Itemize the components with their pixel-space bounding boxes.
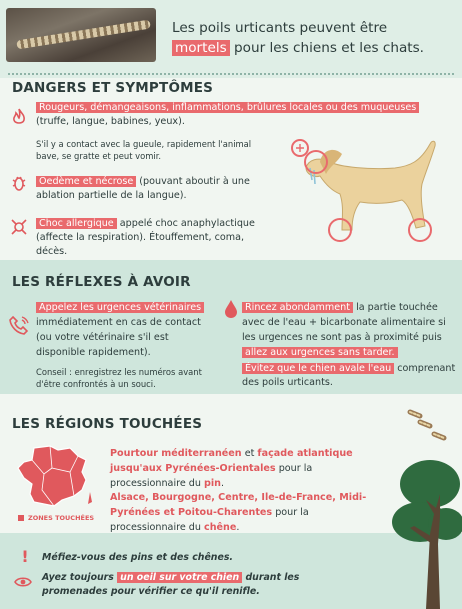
reflex-avoid-water: Évitez que le chien avale l'eau comprenant des poils urticants. <box>242 363 456 388</box>
france-map <box>12 444 96 508</box>
caterpillar-photo <box>6 8 156 62</box>
regions-pine: Pourtour méditerranéen et façade atlantique jusqu'aux Pyrénées-Orientales pour la processionnaire du pin. <box>110 448 353 489</box>
reflex-rinse: Rincez abondamment la partie touchée avec de l'eau + bicarbonate alimentaire si les urgences ne sont pas à proximité puis allez aux urgences sans tarder. <box>242 302 446 358</box>
water-drop-icon <box>222 300 240 318</box>
warning-icon: ! <box>21 546 29 566</box>
dangers-section <box>0 78 462 260</box>
divider <box>8 73 454 75</box>
fire-icon <box>10 108 28 126</box>
regions-title: LES RÉGIONS TOUCHÉES <box>12 416 203 432</box>
dog-illustration <box>280 122 455 250</box>
tree-illustration <box>390 404 462 609</box>
header-section <box>0 0 462 78</box>
header-text: Les poils urticants peuvent être mortels pour les chiens et les chats. <box>172 20 425 56</box>
bug-icon <box>10 174 28 192</box>
reflex-tip: Conseil : enregistrez les numéros avant d'être confrontés à un souci. <box>36 367 202 389</box>
phone-icon <box>8 314 30 336</box>
legend-swatch <box>18 515 24 521</box>
header-highlight: mortels <box>172 40 230 56</box>
reflexes-section <box>0 260 462 394</box>
footer-line-1: Méfiez-vous des pins et des chênes. <box>42 552 233 563</box>
symptom-note: S'il y a contact avec la gueule, rapidement l'animal bave, se gratte et peut vomir. <box>36 139 252 161</box>
reflexes-title: LES RÉFLEXES À AVOIR <box>12 274 191 290</box>
virus-icon <box>10 218 28 236</box>
symptom-item-3: Choc allergique appelé choc anaphylactique (affecte la respiration). Étouffement, coma, décès. <box>36 218 255 257</box>
symptom-item-1: Rougeurs, démangeaisons, inflammations, brûlures locales ou des muqueuses (truffe, langue, babines, yeux). <box>36 101 436 129</box>
eye-icon <box>14 573 32 591</box>
regions-oak: Alsace, Bourgogne, Centre, Ile-de-France, Midi-Pyrénées et Poitou-Charentes pour la processionnaire du chêne. <box>110 492 367 533</box>
map-legend: ZONES TOUCHÉES <box>18 514 94 522</box>
dangers-title: DANGERS ET SYMPTÔMES <box>12 80 214 96</box>
symptom-item-2: Oedème et nécrose (pouvant aboutir à une ablation partielle de la langue). <box>36 176 250 201</box>
reflex-call-vet: Appelez les urgences vétérinaires immédiatement en cas de contact (ou votre vétérinaire s'il est disponible rapidement). <box>36 300 218 360</box>
footer-line-2: Ayez toujours un oeil sur votre chien durant les promenades pour vérifier ce qu'il renifle. <box>42 572 300 597</box>
